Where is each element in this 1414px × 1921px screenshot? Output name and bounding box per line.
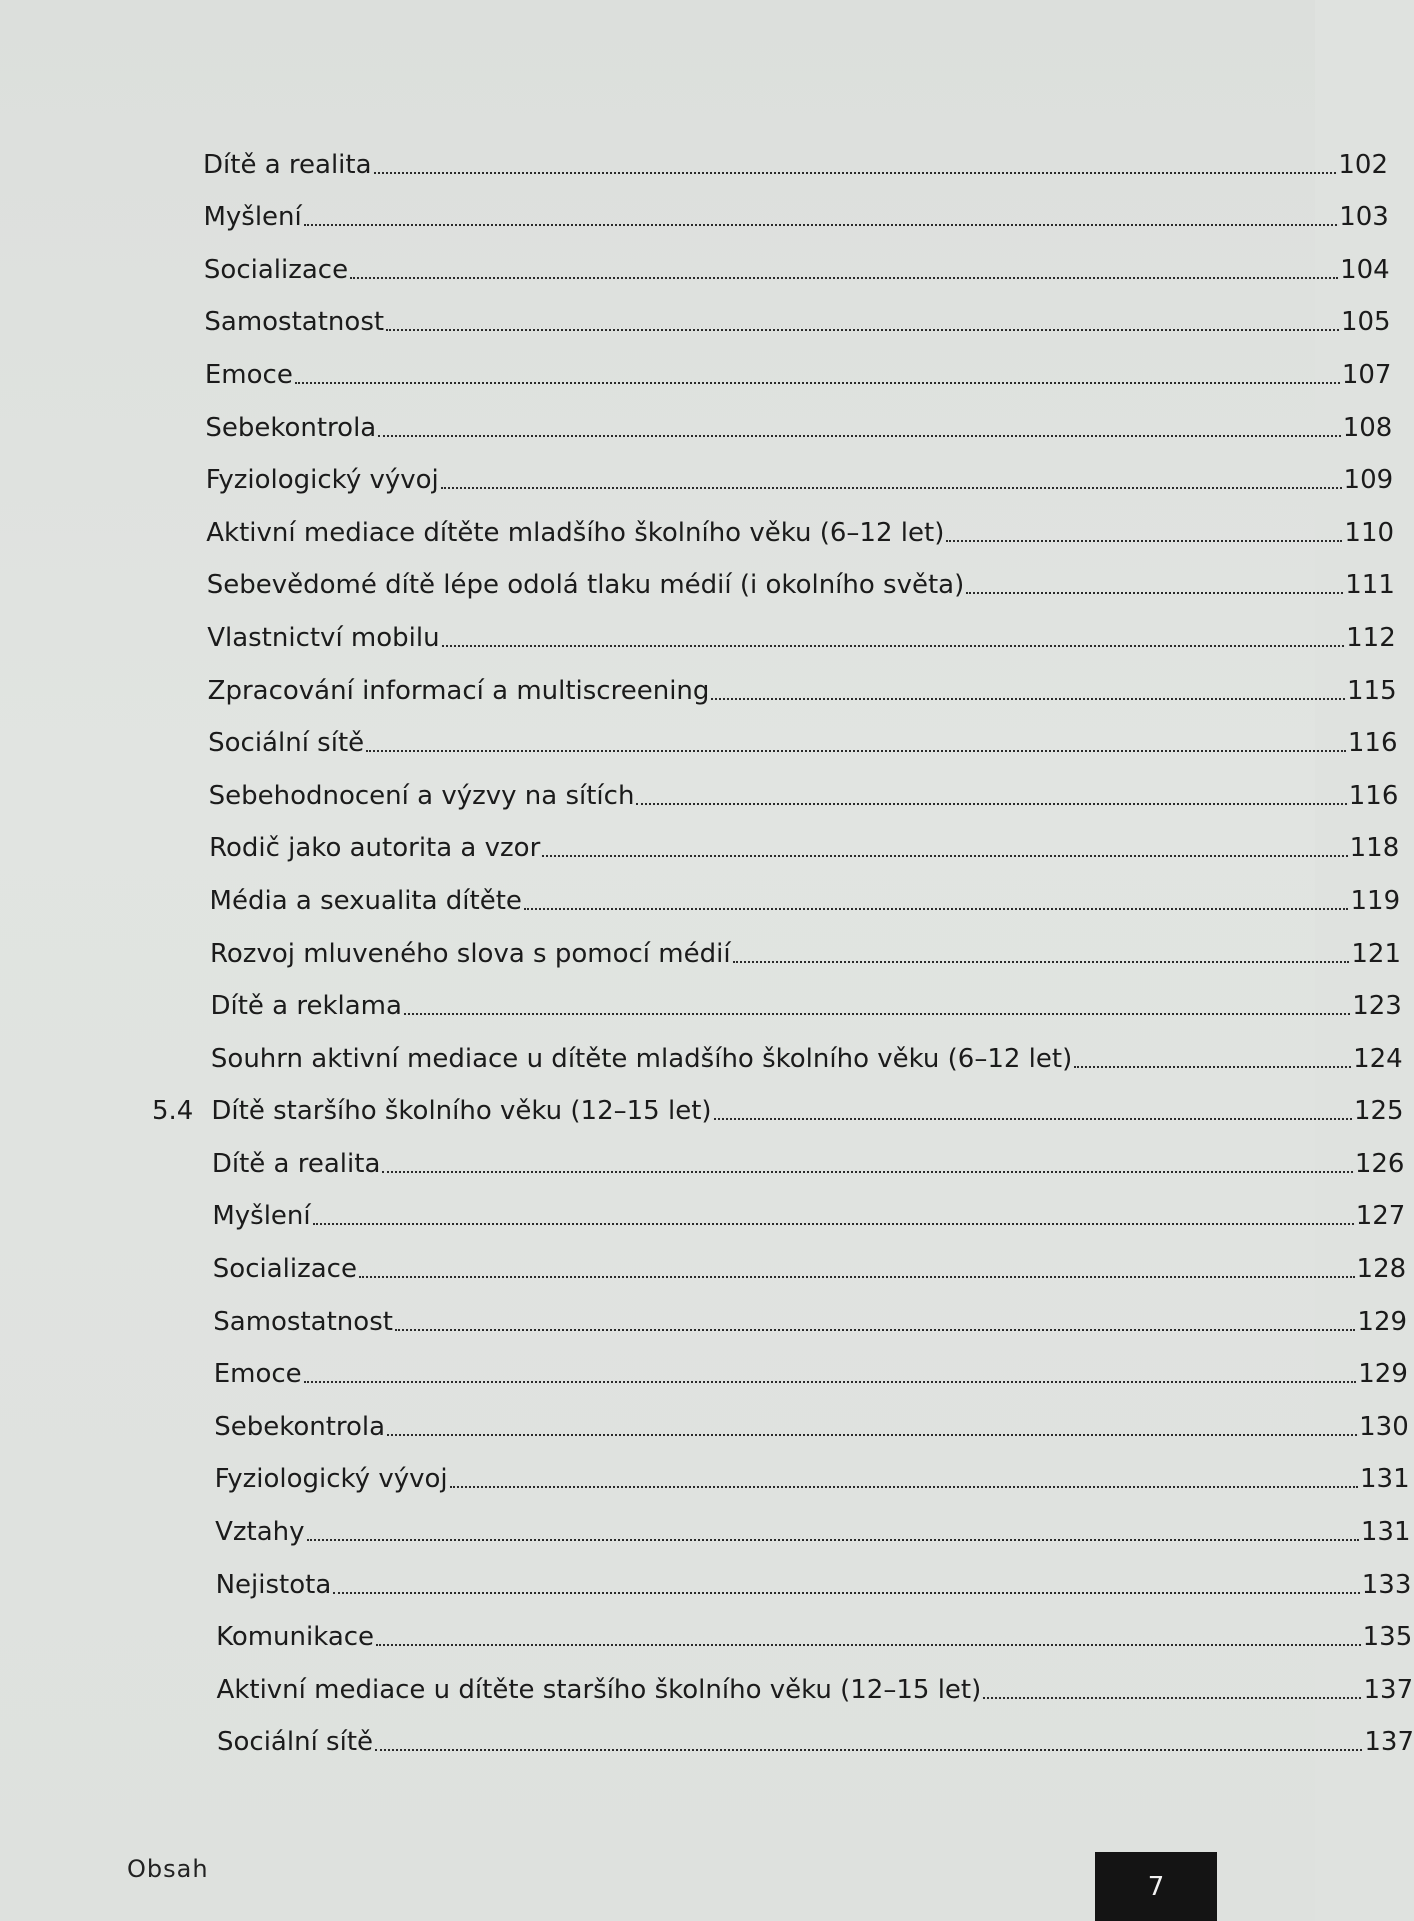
toc-entry bbox=[0, 338, 1391, 391]
toc-entry bbox=[0, 128, 1388, 181]
toc-entry-title: Dítě staršího školního věku (12–15 let) bbox=[211, 1096, 712, 1127]
toc-page-number: 135 bbox=[1362, 1622, 1413, 1653]
toc-dot-leader bbox=[295, 382, 1340, 384]
toc-page-number: 108 bbox=[1342, 412, 1393, 443]
toc-page-number: 109 bbox=[1343, 465, 1394, 496]
toc-dot-leader bbox=[733, 961, 1350, 963]
toc-dot-leader bbox=[983, 1697, 1361, 1699]
toc-dot-leader bbox=[304, 224, 1337, 226]
toc-page-number: 123 bbox=[1352, 991, 1402, 1022]
toc-entry-title: Souhrn aktivní mediace u dítěte mladšího školního věku (6–12 let) bbox=[210, 1043, 1073, 1074]
toc-page-number: 130 bbox=[1359, 1411, 1409, 1442]
toc-entry bbox=[0, 1495, 1411, 1548]
toc-dot-leader bbox=[376, 1644, 1361, 1646]
toc-dot-leader bbox=[524, 908, 1349, 910]
toc-page-number: 119 bbox=[1350, 885, 1401, 916]
toc-page-number: 111 bbox=[1345, 570, 1395, 601]
toc-dot-leader bbox=[359, 1276, 1355, 1278]
toc-entry-title: Emoce bbox=[213, 1359, 302, 1390]
toc-entry-title: Sociální sítě bbox=[217, 1727, 374, 1758]
toc-entry-title: Aktivní mediace u dítěte staršího školního věku (12–15 let) bbox=[216, 1674, 982, 1705]
toc-entry bbox=[0, 812, 1399, 865]
toc-entry bbox=[0, 233, 1390, 286]
toc-page-number: 115 bbox=[1347, 675, 1397, 706]
toc-dot-leader bbox=[636, 803, 1346, 805]
toc-entry-title: Nejistota bbox=[215, 1569, 332, 1600]
toc-entry bbox=[0, 1706, 1414, 1759]
toc-dot-leader bbox=[395, 1329, 1355, 1331]
toc-entry-title: Dítě a realita bbox=[211, 1148, 381, 1179]
toc-dot-leader bbox=[966, 592, 1343, 594]
toc-dot-leader bbox=[386, 329, 1339, 331]
toc-entry-title: Dítě a reklama bbox=[210, 991, 402, 1022]
toc-entry-title: Sociální sítě bbox=[208, 728, 365, 759]
page-number: 7 bbox=[1147, 1871, 1165, 1902]
toc-page-number: 127 bbox=[1355, 1201, 1406, 1232]
toc-entry bbox=[0, 549, 1395, 602]
toc-entry-title: Sebevědomé dítě lépe odolá tlaku médií (i okolního světa) bbox=[206, 570, 965, 601]
toc-entry bbox=[0, 286, 1391, 339]
toc-page-number: 131 bbox=[1360, 1464, 1410, 1495]
toc-page-number: 102 bbox=[1338, 149, 1388, 180]
toc-entry bbox=[0, 1075, 1404, 1128]
toc-entry bbox=[0, 1390, 1409, 1443]
toc-entry bbox=[0, 444, 1393, 497]
toc-entry-title: Samostatnost bbox=[213, 1306, 393, 1337]
toc-entry-title: Samostatnost bbox=[204, 307, 385, 338]
toc-entry-title: Komunikace bbox=[216, 1622, 375, 1653]
toc-dot-leader bbox=[946, 540, 1342, 542]
toc-dot-leader bbox=[350, 277, 1338, 279]
toc-dot-leader bbox=[375, 1749, 1362, 1751]
toc-entry bbox=[0, 759, 1398, 812]
toc-entry-title: Socializace bbox=[212, 1254, 357, 1285]
toc-dot-leader bbox=[304, 1381, 1357, 1383]
toc-section-number: 5.4 bbox=[152, 1096, 194, 1127]
toc-entry-title: Rozvoj mluveného slova s pomocí médií bbox=[210, 938, 731, 969]
toc-entry bbox=[0, 391, 1392, 444]
toc-entry bbox=[0, 1601, 1412, 1654]
toc-dot-leader bbox=[366, 750, 1346, 752]
toc-dot-leader bbox=[404, 1013, 1350, 1015]
toc-entry bbox=[0, 1338, 1408, 1391]
toc-entry bbox=[0, 864, 1400, 917]
toc-page-number: 118 bbox=[1349, 833, 1400, 864]
table-of-contents bbox=[0, 128, 1414, 1758]
toc-dot-leader bbox=[450, 1486, 1358, 1488]
toc-entry-title: Rodič jako autorita a vzor bbox=[209, 833, 541, 864]
toc-entry-title: Média a sexualita dítěte bbox=[209, 885, 522, 916]
toc-dot-leader bbox=[307, 1539, 1359, 1541]
toc-page-number: 105 bbox=[1340, 307, 1391, 338]
toc-entry bbox=[0, 181, 1389, 234]
toc-page-number: 128 bbox=[1356, 1254, 1407, 1285]
toc-entry bbox=[0, 601, 1396, 654]
toc-entry-title: Emoce bbox=[204, 359, 293, 390]
toc-entry-title: Zpracování informací a multiscreening bbox=[207, 675, 710, 706]
toc-entry bbox=[0, 1127, 1404, 1180]
toc-dot-leader bbox=[378, 435, 1340, 437]
toc-page-number: 137 bbox=[1364, 1727, 1414, 1758]
toc-page-number: 124 bbox=[1353, 1043, 1403, 1074]
toc-dot-leader bbox=[313, 1223, 1354, 1225]
toc-entry bbox=[0, 970, 1402, 1023]
toc-page-number: 110 bbox=[1344, 517, 1395, 548]
toc-entry-title: Sebehodnocení a výzvy na sítích bbox=[208, 780, 635, 811]
running-footer-label: Obsah bbox=[127, 1855, 209, 1883]
toc-page-number: 112 bbox=[1346, 622, 1396, 653]
toc-page-number: 116 bbox=[1348, 780, 1399, 811]
toc-entry-title: Vlastnictví mobilu bbox=[207, 622, 440, 653]
toc-dot-leader bbox=[441, 487, 1342, 489]
toc-dot-leader bbox=[387, 1434, 1357, 1436]
toc-entry bbox=[0, 1548, 1411, 1601]
toc-entry bbox=[0, 496, 1394, 549]
toc-entry bbox=[0, 1443, 1410, 1496]
toc-dot-leader bbox=[542, 855, 1347, 857]
toc-page-number: 103 bbox=[1339, 202, 1389, 233]
toc-page-number: 104 bbox=[1340, 254, 1390, 285]
toc-entry bbox=[0, 1180, 1405, 1233]
toc-entry-title: Vztahy bbox=[215, 1517, 305, 1548]
toc-entry bbox=[0, 1285, 1407, 1338]
toc-page-number: 129 bbox=[1357, 1306, 1408, 1337]
toc-dot-leader bbox=[714, 1118, 1352, 1120]
toc-page-number: 107 bbox=[1341, 359, 1392, 390]
toc-entry-title: Aktivní mediace dítěte mladšího školního věku (6–12 let) bbox=[206, 517, 945, 548]
toc-page-number: 121 bbox=[1351, 938, 1401, 969]
toc-entry bbox=[0, 707, 1398, 760]
toc-dot-leader bbox=[374, 172, 1337, 174]
toc-page-number: 133 bbox=[1361, 1569, 1412, 1600]
toc-page-number: 116 bbox=[1347, 728, 1398, 759]
toc-entry bbox=[0, 1653, 1413, 1706]
toc-entry-title: Dítě a realita bbox=[203, 149, 372, 180]
toc-page-number: 129 bbox=[1358, 1359, 1408, 1390]
toc-entry-title: Fyziologický vývoj bbox=[214, 1464, 448, 1495]
toc-entry-title: Myšlení bbox=[212, 1201, 311, 1232]
toc-page-number: 126 bbox=[1354, 1148, 1405, 1179]
toc-page-number: 125 bbox=[1353, 1096, 1404, 1127]
toc-entry-title: Socializace bbox=[203, 254, 349, 285]
toc-page-number: 131 bbox=[1360, 1517, 1411, 1548]
toc-entry-title: Fyziologický vývoj bbox=[205, 465, 439, 496]
toc-entry-title: Sebekontrola bbox=[205, 412, 377, 443]
toc-dot-leader bbox=[333, 1592, 1359, 1594]
toc-entry bbox=[0, 1022, 1403, 1075]
toc-entry bbox=[0, 1232, 1406, 1285]
toc-entry-title: Myšlení bbox=[203, 202, 302, 233]
page-number-box bbox=[1095, 1852, 1217, 1921]
toc-page-number: 137 bbox=[1363, 1674, 1414, 1705]
toc-dot-leader bbox=[382, 1171, 1352, 1173]
toc-dot-leader bbox=[711, 698, 1345, 700]
toc-entry bbox=[0, 917, 1401, 970]
toc-dot-leader bbox=[442, 645, 1345, 647]
toc-dot-leader bbox=[1074, 1066, 1351, 1068]
toc-entry bbox=[0, 654, 1397, 707]
toc-entry-title: Sebekontrola bbox=[214, 1411, 386, 1442]
